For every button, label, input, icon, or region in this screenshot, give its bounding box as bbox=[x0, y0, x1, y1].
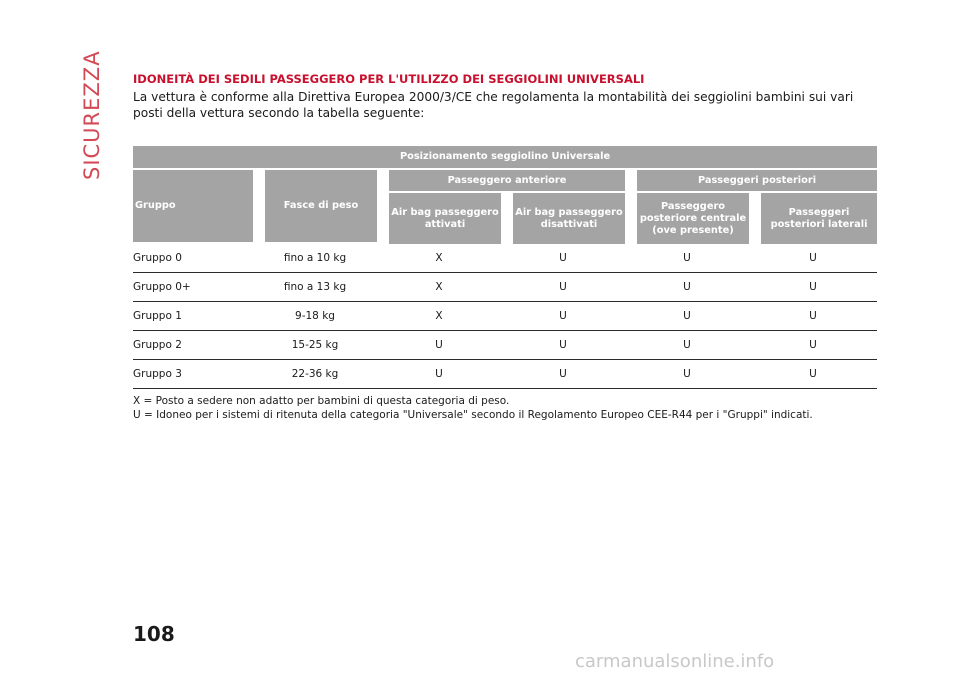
note-x: X = Posto a sedere non adatto per bambini di questa categoria di peso. bbox=[133, 395, 510, 407]
note-u: U = Idoneo per i sistemi di ritenuta della categoria "Universale" secondo il Regolamento Europeo CEE-R44 per i "Gruppi" indicati. bbox=[133, 409, 813, 421]
cell-laterali: U bbox=[749, 273, 877, 302]
subheader-airbag-disattivati: Air bag passeggero disattivati bbox=[501, 193, 625, 244]
intro-paragraph: La vettura è conforme alla Direttiva Europea 2000/3/CE che regolamenta la montabilità dei seggiolini bambini sui vari posti della vettura secondo la tabella seguente: bbox=[133, 90, 854, 120]
cell-airbag-on: X bbox=[377, 302, 501, 331]
cell-centrale: U bbox=[625, 360, 749, 389]
cell-centrale: U bbox=[625, 331, 749, 360]
cell-airbag-on: X bbox=[377, 273, 501, 302]
cell-airbag-off: U bbox=[501, 302, 625, 331]
child-seat-table bbox=[133, 146, 877, 389]
table-notes bbox=[133, 394, 813, 422]
cell-gruppo: Gruppo 2 bbox=[133, 331, 253, 360]
cell-gruppo: Gruppo 3 bbox=[133, 360, 253, 389]
table-title-row bbox=[133, 146, 877, 170]
cell-laterali: U bbox=[749, 302, 877, 331]
cell-airbag-on: U bbox=[377, 360, 501, 389]
cell-laterali: U bbox=[749, 360, 877, 389]
cell-gruppo: Gruppo 0 bbox=[133, 244, 253, 273]
cell-centrale: U bbox=[625, 273, 749, 302]
cell-peso: 15-25 kg bbox=[253, 331, 377, 360]
cell-laterali: U bbox=[749, 331, 877, 360]
watermark: carmanualsonline.info bbox=[575, 651, 775, 672]
table-row bbox=[133, 302, 877, 331]
header-gruppo: Gruppo bbox=[133, 170, 253, 244]
subheader-airbag-attivati: Air bag passeggero attivati bbox=[377, 193, 501, 244]
cell-airbag-on: U bbox=[377, 331, 501, 360]
table-title: Posizionamento seggiolino Universale bbox=[133, 146, 877, 170]
header-passeggero-anteriore: Passeggero anteriore bbox=[377, 170, 625, 193]
cell-airbag-off: U bbox=[501, 360, 625, 389]
table-row bbox=[133, 273, 877, 302]
cell-gruppo: Gruppo 0+ bbox=[133, 273, 253, 302]
cell-centrale: U bbox=[625, 302, 749, 331]
cell-peso: fino a 13 kg bbox=[253, 273, 377, 302]
section-side-tab: SICUREZZA bbox=[80, 50, 104, 180]
cell-airbag-off: U bbox=[501, 273, 625, 302]
cell-airbag-off: U bbox=[501, 331, 625, 360]
cell-peso: 9-18 kg bbox=[253, 302, 377, 331]
table-row bbox=[133, 331, 877, 360]
cell-laterali: U bbox=[749, 244, 877, 273]
cell-peso: 22-36 kg bbox=[253, 360, 377, 389]
cell-centrale: U bbox=[625, 244, 749, 273]
cell-gruppo: Gruppo 1 bbox=[133, 302, 253, 331]
subheader-posteriore-centrale: Passeggero posteriore centrale (ove presente) bbox=[625, 193, 749, 244]
header-fasce-peso: Fasce di peso bbox=[253, 170, 377, 244]
header-passeggeri-posteriori: Passeggeri posteriori bbox=[625, 170, 877, 193]
cell-peso: fino a 10 kg bbox=[253, 244, 377, 273]
table-row bbox=[133, 244, 877, 273]
cell-airbag-off: U bbox=[501, 244, 625, 273]
page-number: 108 bbox=[133, 622, 175, 646]
table-row bbox=[133, 360, 877, 389]
table-header-row bbox=[133, 170, 877, 193]
section-heading: IDONEITÀ DEI SEDILI PASSEGGERO PER L'UTILIZZO DEI SEGGIOLINI UNIVERSALI bbox=[133, 72, 645, 86]
subheader-posteriori-laterali: Passeggeri posteriori laterali bbox=[749, 193, 877, 244]
cell-airbag-on: X bbox=[377, 244, 501, 273]
